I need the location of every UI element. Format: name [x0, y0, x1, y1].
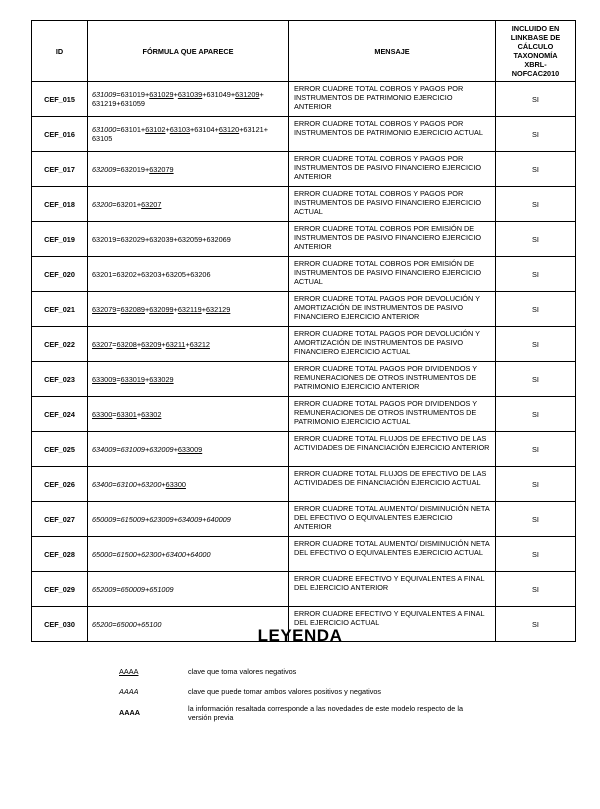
table-row [32, 397, 576, 432]
table-row [32, 117, 576, 152]
row-message: ERROR CUADRE TOTAL FLUJOS DE EFECTIVO DE LAS ACTIVIDADES DE FINANCIACIÓN EJERCICIO ANTERIOR [289, 432, 496, 467]
row-id: CEF_018 [32, 187, 88, 222]
row-message: ERROR CUADRE EFECTIVO Y EQUIVALENTES A FINAL DEL EJERCICIO ANTERIOR [289, 572, 496, 607]
row-message: ERROR CUADRE TOTAL COBROS Y PAGOS POR INSTRUMENTOS DE PASIVO FINANCIERO EJERCICIO ANTERIOR [289, 152, 496, 187]
table-row [32, 432, 576, 467]
formula-segment: 650009=615009+623009+634009+640009 [92, 514, 231, 524]
table-body [32, 82, 576, 642]
legend-title: LEYENDA [257, 626, 343, 645]
row-included: SI [496, 152, 576, 187]
row-id: CEF_020 [32, 257, 88, 292]
row-message: ERROR CUADRE EFECTIVO Y EQUIVALENTES A FINAL DEL EJERCICIO ACTUAL [289, 607, 496, 642]
header-included-line: INCLUIDO EN [511, 24, 560, 33]
formula-segment: 63302 [141, 409, 162, 419]
formula-segment: =63201+ [112, 199, 142, 209]
formula-segment: 63207 [92, 339, 113, 349]
formula-segment: + [185, 339, 190, 349]
formula-segment: 65200=65000+65100 [92, 619, 162, 629]
formula-segment: 631209 [235, 90, 260, 99]
legend-key-mixed: AAAA [119, 687, 139, 696]
formula-segment: 632079 [149, 164, 174, 174]
row-id: CEF_029 [32, 572, 88, 607]
formula-segment: 632009 [92, 164, 117, 174]
row-included: SI [496, 117, 576, 152]
row-included: SI [496, 572, 576, 607]
row-formula [88, 187, 289, 222]
row-id: CEF_022 [32, 327, 88, 362]
row-id: CEF_024 [32, 397, 88, 432]
row-formula [88, 327, 289, 362]
row-message: ERROR CUADRE TOTAL COBROS Y PAGOS POR INSTRUMENTOS DE PASIVO FINANCIERO EJERCICIO ACTUAL [289, 187, 496, 222]
header-formula: FÓRMULA QUE APARECE [88, 21, 289, 82]
row-formula [88, 502, 289, 537]
formula-segment: =63101+ [116, 125, 146, 134]
row-id: CEF_025 [32, 432, 88, 467]
table-row [32, 82, 576, 117]
row-message: ERROR CUADRE TOTAL PAGOS POR DEVOLUCIÓN Y AMORTIZACIÓN DE INSTRUMENTOS DE PASIVO FINANCIERO EJERCICIO ACTUAL [289, 327, 496, 362]
formula-segment: + [173, 304, 178, 314]
row-message: ERROR CUADRE TOTAL PAGOS POR DEVOLUCIÓN Y AMORTIZACIÓN DE INSTRUMENTOS DE PASIVO FINANCIERO EJERCICIO ANTERIOR [289, 292, 496, 327]
formula-segment: + 631219+631059 [92, 90, 264, 108]
row-formula [88, 82, 289, 117]
row-included: SI [496, 292, 576, 327]
row-formula [88, 432, 289, 467]
table-row [32, 327, 576, 362]
row-formula [88, 257, 289, 292]
formula-segment: 632099 [149, 304, 174, 314]
row-id: CEF_030 [32, 607, 88, 642]
table-row [32, 467, 576, 502]
formula-segment: 63209 [141, 339, 162, 349]
formula-segment: + [165, 125, 170, 134]
row-included: SI [496, 187, 576, 222]
formula-segment: 631009 [92, 90, 117, 99]
row-message: ERROR CUADRE TOTAL AUMENTO/ DISMINUCIÓN NETA DEL EFECTIVO O EQUIVALENTES EJERCICIO ACTUAL [289, 537, 496, 572]
formula-segment: =631019+ [116, 90, 150, 99]
header-message: MENSAJE [289, 21, 496, 82]
legend-description: la información resaltada corresponde a las novedades de este modelo respecto de la versión previa [188, 704, 464, 722]
table-row [32, 502, 576, 537]
row-included: SI [496, 222, 576, 257]
row-id: CEF_028 [32, 537, 88, 572]
row-formula [88, 572, 289, 607]
header-included-line: XBRL- [524, 60, 547, 69]
legend-description: clave que puede tomar ambos valores positivos y negativos [188, 687, 382, 696]
row-id: CEF_017 [32, 152, 88, 187]
row-included: SI [496, 327, 576, 362]
row-included: SI [496, 362, 576, 397]
row-formula [88, 117, 289, 152]
formula-segment: + [136, 409, 142, 419]
row-included: SI [496, 467, 576, 502]
row-formula [88, 467, 289, 502]
legend-key-highlighted: AAAA [119, 708, 141, 717]
row-formula [88, 397, 289, 432]
header-included [496, 21, 576, 82]
table-row [32, 257, 576, 292]
table-row [32, 362, 576, 397]
formula-segment: 65000=61500+62300+63400+64000 [92, 549, 211, 559]
row-message: ERROR CUADRE TOTAL FLUJOS DE EFECTIVO DE LAS ACTIVIDADES DE FINANCIACIÓN EJERCICIO ACTUAL [289, 467, 496, 502]
row-message: ERROR CUADRE TOTAL COBROS Y PAGOS POR INSTRUMENTOS DE PATRIMONIO EJERCICIO ACTUAL [289, 117, 496, 152]
row-message: ERROR CUADRE TOTAL COBROS POR EMISIÓN DE INSTRUMENTOS DE PASIVO FINANCIERO EJERCICIO ANTERIOR [289, 222, 496, 257]
row-included: SI [496, 537, 576, 572]
table-row [32, 152, 576, 187]
header-included-line: TAXONOMÍA [513, 51, 558, 60]
row-message: ERROR CUADRE TOTAL COBROS Y PAGOS POR INSTRUMENTOS DE PATRIMONIO EJERCICIO ANTERIOR [289, 82, 496, 117]
formula-segment: = [116, 374, 121, 384]
row-formula [88, 537, 289, 572]
formula-segment: 633009 [177, 444, 203, 454]
formula-segment: 631029 [149, 90, 174, 99]
formula-segment: 63300 [92, 409, 113, 419]
formula-segment: 63301 [116, 409, 137, 419]
header-included-line: NOFCAC2010 [511, 69, 560, 78]
row-message: ERROR CUADRE TOTAL AUMENTO/ DISMINUCIÓN NETA DEL EFECTIVO O EQUIVALENTES EJERCICIO ANTERIOR [289, 502, 496, 537]
row-message: ERROR CUADRE TOTAL COBROS POR EMISIÓN DE INSTRUMENTOS DE PASIVO FINANCIERO EJERCICIO ACTUAL [289, 257, 496, 292]
formula-segment: 652009=650009+651009 [92, 584, 174, 594]
row-included: SI [496, 502, 576, 537]
formula-segment: 63102 [145, 125, 166, 134]
formula-segment: 633029 [149, 374, 174, 384]
table-row [32, 572, 576, 607]
formula-segment: + [201, 304, 206, 314]
formula-segment: 63212 [189, 339, 210, 349]
table-row [32, 187, 576, 222]
row-id: CEF_027 [32, 502, 88, 537]
header-included-line: CÁLCULO [517, 42, 554, 51]
row-id: CEF_023 [32, 362, 88, 397]
formula-segment: + [136, 339, 142, 349]
formula-segment: 632089 [120, 304, 145, 314]
header-id: ID [32, 21, 88, 82]
row-included: SI [496, 432, 576, 467]
table-row [32, 537, 576, 572]
legend-description: clave que toma valores negativos [188, 667, 297, 676]
row-id: CEF_019 [32, 222, 88, 257]
row-included: SI [496, 257, 576, 292]
formula-segment: + [144, 374, 150, 384]
formula-segment: 63400=63100+63200+ [92, 479, 166, 489]
formula-segment: +63104+ [190, 125, 219, 134]
formula-segment: 634009=631009+632009+ [92, 444, 178, 454]
row-id: CEF_015 [32, 82, 88, 117]
row-message: ERROR CUADRE TOTAL PAGOS POR DIVIDENDOS Y REMUNERACIONES DE OTROS INSTRUMENTOS DE PATRIMONIO EJERCICIO ACTUAL [289, 397, 496, 432]
formula-segment: 632019=632029+632039+632059+632069 [92, 234, 231, 244]
formula-segment: 63208 [116, 339, 137, 349]
row-message: ERROR CUADRE TOTAL PAGOS POR DIVIDENDOS Y REMUNERACIONES DE OTROS INSTRUMENTOS DE PATRIMONIO EJERCICIO ANTERIOR [289, 362, 496, 397]
row-id: CEF_021 [32, 292, 88, 327]
row-formula [88, 152, 289, 187]
formula-segment: = [112, 339, 117, 349]
row-included: SI [496, 397, 576, 432]
formula-segment: +63121+ 63105 [92, 125, 268, 143]
row-formula [88, 292, 289, 327]
formula-segment: 633009 [92, 374, 117, 384]
row-included: SI [496, 82, 576, 117]
formula-segment: + [173, 90, 178, 99]
table-row [32, 292, 576, 327]
formula-segment: 631039 [177, 90, 203, 99]
table-row [32, 222, 576, 257]
formula-segment: 63211 [165, 339, 186, 349]
row-formula [88, 222, 289, 257]
formula-segment: 63200 [92, 199, 113, 209]
header-included-line: LINKBASE DE [510, 33, 561, 42]
formula-segment: 63300 [165, 479, 186, 489]
formula-segment: = [112, 409, 117, 419]
row-id: CEF_026 [32, 467, 88, 502]
formula-segment: + [161, 339, 166, 349]
formula-segment: 63120 [218, 125, 240, 134]
formula-segment: 632119 [177, 304, 202, 314]
row-formula [88, 362, 289, 397]
row-included: SI [496, 607, 576, 642]
formula-segment: 63207 [141, 199, 162, 209]
formula-segment: 63103 [169, 125, 191, 134]
formula-segment: 63201=63202+63203+63205+63206 [92, 269, 211, 279]
formula-segment: 632079 [92, 304, 117, 314]
table-header-row [32, 21, 576, 82]
formula-segment: +631049+ [202, 90, 236, 99]
formula-segment: 632129 [205, 304, 231, 314]
formula-segment: + [144, 304, 150, 314]
formula-segment: =632019+ [116, 164, 150, 174]
formula-segment: 633019 [120, 374, 145, 384]
validation-rules-table [31, 20, 576, 642]
formula-segment: = [116, 304, 121, 314]
legend-key-negative: AAAA [119, 667, 139, 676]
formula-segment: 631000 [92, 125, 117, 134]
row-id: CEF_016 [32, 117, 88, 152]
